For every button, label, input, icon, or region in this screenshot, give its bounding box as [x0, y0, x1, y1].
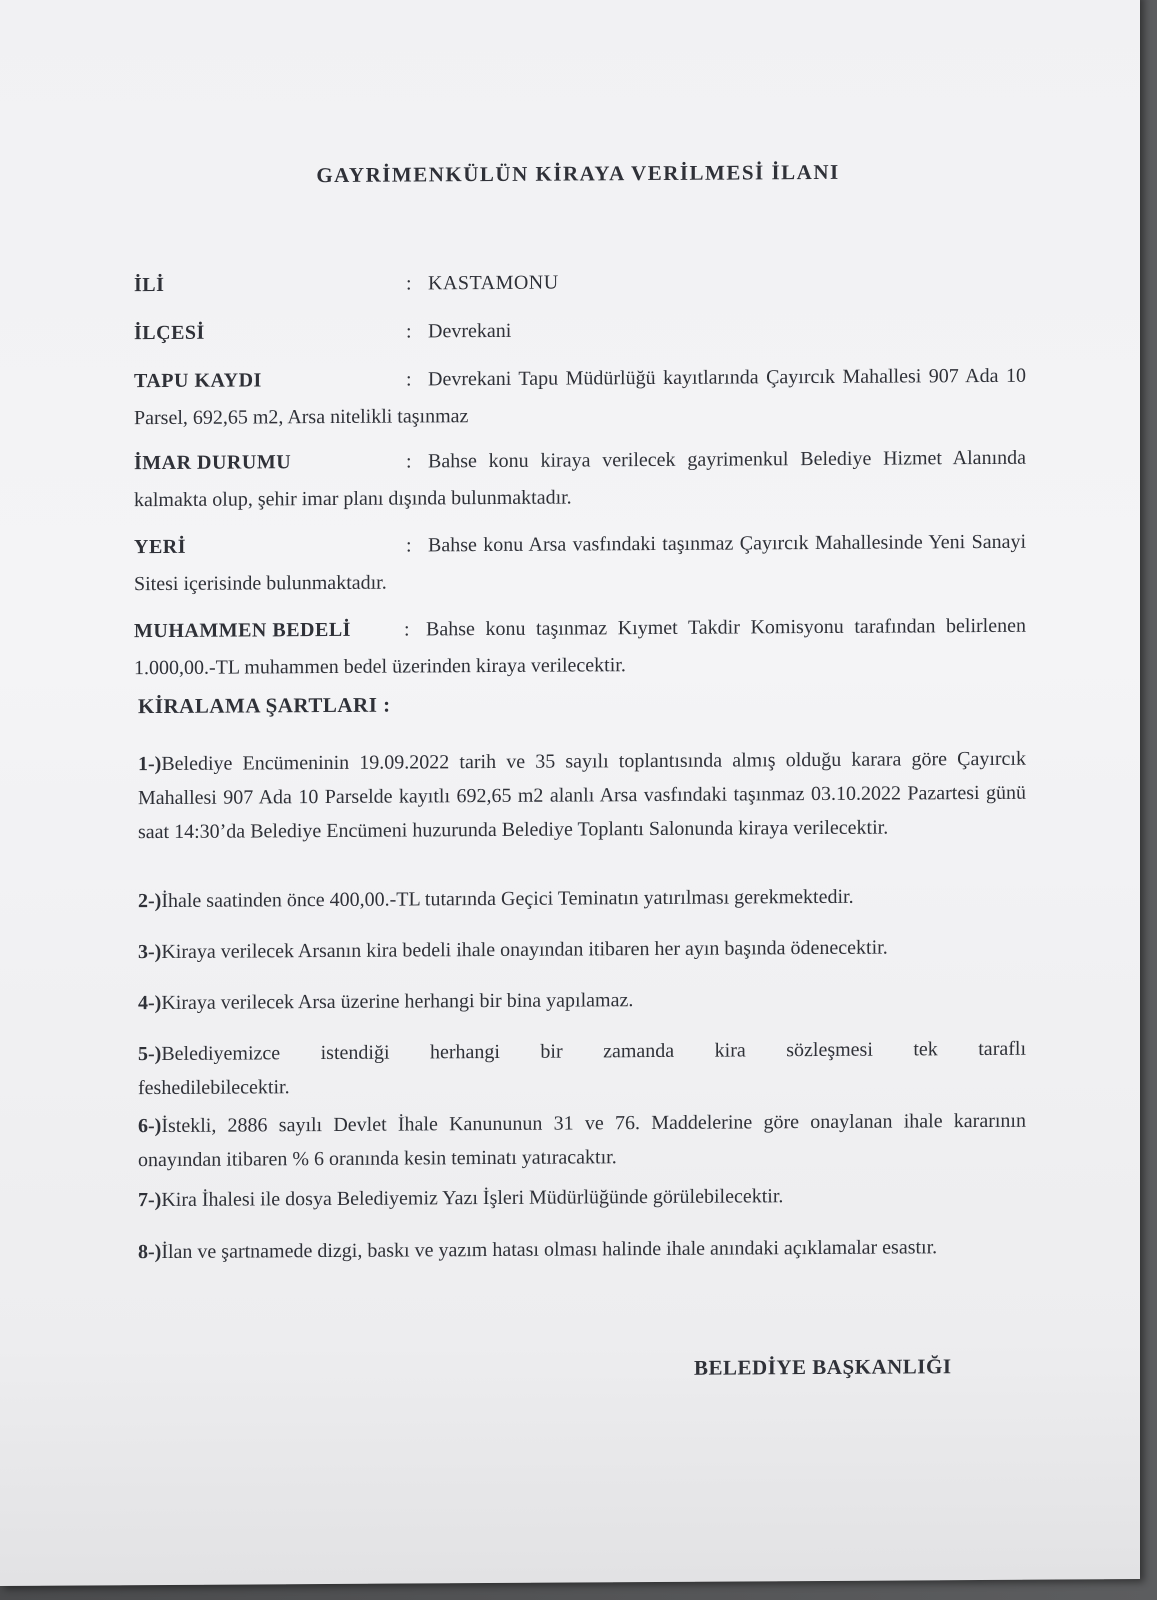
- document-title: GAYRİMENKÜLÜN KİRAYA VERİLMESİ İLANI: [316, 159, 840, 188]
- field-colon: :: [406, 320, 412, 343]
- clause-text: Kiraya verilecek Arsanın kira bedeli ihale onayından itibaren her ayın başında ödenecektir.: [161, 936, 888, 964]
- field-label: İLÇESİ: [134, 321, 205, 345]
- clause-text: Belediye Encümeninin 19.09.2022 tarih ve 35 sayılı toplantısında almış olduğu karara göre Çayırcık Mahallesi 907 Ada 10 Parselde kayıtlı 692,65 m2 alanlı Arsa vasfındaki taşınmaz 03.10.2022 Pazartesi günü saat 14:30’da Belediye Encümeni huzurunda Belediye Toplantı Salonunda kiraya verilecektir.: [138, 747, 1026, 844]
- clause-text: İstekli, 2886 sayılı Devlet İhale Kanununun 31 ve 76. Maddelerine göre onaylanan ihale kararının onayından itibaren % 6 oranında kesin teminatı yatıracaktır.: [138, 1109, 1026, 1172]
- field-value: Bahse konu taşınmaz Kıymet Takdir Komisyonu tarafından belirlenen 1.000,00.-TL muhammen bedel üzerinden kiraya verilecektir.: [134, 614, 1026, 680]
- clause-text: Kiraya verilecek Arsa üzerine herhangi bir bina yapılamaz.: [161, 989, 634, 1015]
- field-value: Devrekani: [428, 319, 512, 343]
- field-value: Bahse konu Arsa vasfındaki taşınmaz Çayırcık Mahallesinde Yeni Sanayi Sitesi içerisinde bulunmaktadır.: [134, 530, 1026, 596]
- clause-7: [138, 1178, 1026, 1217]
- field-value: KASTAMONU: [428, 271, 559, 295]
- field-colon: :: [406, 368, 412, 391]
- field-colon: :: [404, 618, 410, 641]
- field-province: [134, 262, 1026, 304]
- field-label: İLİ: [134, 273, 165, 297]
- clause-text: Belediyemizce istendiği herhangi bir zamanda kira sözleşmesi tek taraflı feshedilebilecektir.: [138, 1037, 1026, 1100]
- clause-number: 2-): [138, 890, 162, 913]
- clause-number: 5-): [138, 1043, 162, 1066]
- field-title-deed: [134, 358, 1026, 437]
- field-value: Bahse konu kiraya verilecek gayrimenkul Belediye Hizmet Alanında kalmakta olup, şehir imar planı dışında bulunmaktadır.: [134, 446, 1026, 512]
- field-colon: :: [406, 272, 412, 295]
- field-label: İMAR DURUMU: [134, 451, 292, 475]
- clause-1: [138, 742, 1026, 849]
- clause-3: [138, 930, 1026, 969]
- clause-8: [138, 1230, 1026, 1269]
- clause-2: [138, 879, 1026, 918]
- field-district: [134, 310, 1026, 352]
- field-colon: :: [406, 450, 412, 473]
- clause-text: Kira İhalesi ile dosya Belediyemiz Yazı İşleri Müdürlüğünde görülebilecektir.: [161, 1185, 784, 1212]
- field-label: MUHAMMEN BEDELİ: [134, 618, 351, 643]
- signature-authority: BELEDİYE BAŞKANLIĞI: [694, 1354, 952, 1380]
- clause-text: İhale saatinden önce 400,00.-TL tutarında Geçici Teminatın yatırılması gerekmektedir.: [161, 885, 854, 913]
- clause-number: 3-): [138, 941, 162, 964]
- field-estimated-price: [134, 608, 1026, 687]
- clause-text: İlan ve şartnamede dizgi, baskı ve yazım hatası olması halinde ihale anındaki açıklamalar esastır.: [161, 1236, 938, 1264]
- field-location: [134, 524, 1026, 603]
- clause-5: [138, 1032, 1026, 1105]
- field-label: TAPU KAYDI: [134, 369, 262, 393]
- clause-number: 4-): [138, 992, 162, 1015]
- clause-4: [138, 981, 1026, 1020]
- field-zoning-status: [134, 440, 1026, 519]
- clause-number: 1-): [138, 753, 162, 776]
- clause-number: 8-): [138, 1241, 162, 1264]
- clause-6: [138, 1104, 1026, 1177]
- clause-number: 6-): [138, 1115, 162, 1138]
- clause-number: 7-): [138, 1189, 162, 1212]
- field-colon: :: [406, 534, 412, 557]
- field-label: YERİ: [134, 535, 187, 559]
- field-value: Devrekani Tapu Müdürlüğü kayıtlarında Çayırcık Mahallesi 907 Ada 10 Parsel, 692,65 m2, Arsa nitelikli taşınmaz: [134, 364, 1026, 430]
- conditions-heading: KİRALAMA ŞARTLARI :: [138, 692, 391, 719]
